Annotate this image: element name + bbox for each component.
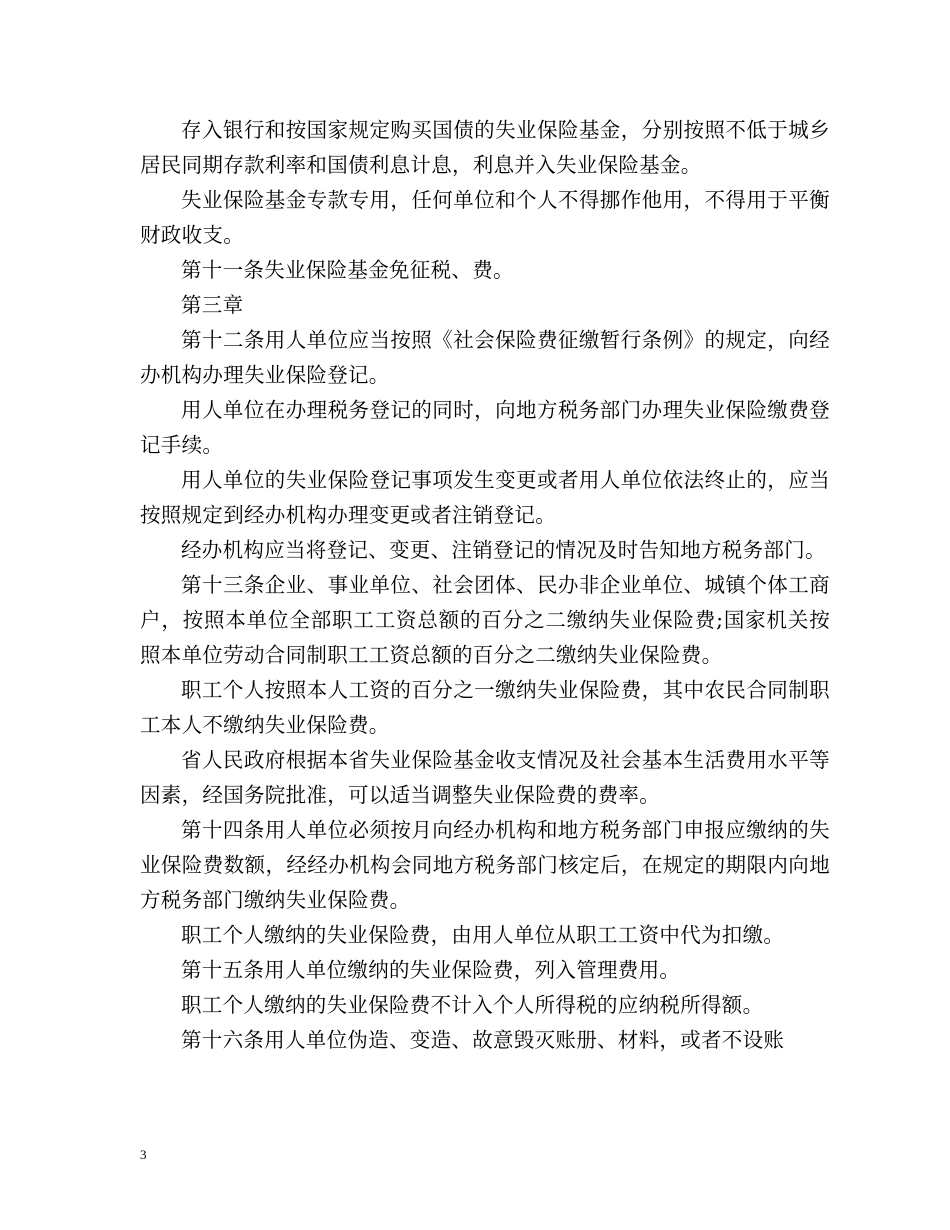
page-number: 3 (140, 1147, 147, 1162)
paragraph-tax-registration: 用人单位在办理税务登记的同时，向地方税务部门办理失业保险缴费登记手续。 (140, 398, 830, 457)
paragraph-individual-contribution: 职工个人按照本人工资的百分之一缴纳失业保险费，其中农民合同制职工本人不缴纳失业保险费。 (140, 678, 830, 737)
paragraph-article-11: 第十一条失业保险基金免征税、费。 (181, 258, 514, 282)
paragraph-withholding: 职工个人缴纳的失业保险费，由用人单位从职工工资中代为扣缴。 (181, 923, 785, 947)
paragraph-notify-tax-department: 经办机构应当将登记、变更、注销登记的情况及时告知地方税务部门。 (181, 538, 826, 562)
paragraph-article-16: 第十六条用人单位伪造、变造、故意毁灭账册、材料，或者不设账 (181, 1028, 785, 1052)
paragraph-interest-accrual: 存入银行和按国家规定购买国债的失业保险基金，分别按照不低于城乡居民同期存款利率和国债利息计息，利息并入失业保险基金。 (140, 118, 830, 177)
paragraph-tax-exemption: 职工个人缴纳的失业保险费不计入个人所得税的应纳税所得额。 (181, 993, 764, 1017)
paragraph-article-14: 第十四条用人单位必须按月向经办机构和地方税务部门申报应缴纳的失业保险费数额，经经办机构会同地方税务部门核定后，在规定的期限内向地方税务部门缴纳失业保险费。 (140, 818, 830, 912)
paragraph-rate-adjustment: 省人民政府根据本省失业保险基金收支情况及社会基本生活费用水平等因素，经国务院批准，可以适当调整失业保险费的费率。 (140, 748, 830, 807)
paragraph-earmarked-funds: 失业保险基金专款专用，任何单位和个人不得挪作他用，不得用于平衡财政收支。 (140, 188, 830, 247)
paragraph-article-12: 第十二条用人单位应当按照《社会保险费征缴暂行条例》的规定，向经办机构办理失业保险登记。 (140, 328, 830, 387)
paragraph-registration-change: 用人单位的失业保险登记事项发生变更或者用人单位依法终止的，应当按照规定到经办机构办理变更或者注销登记。 (140, 468, 830, 527)
chapter-heading: 第三章 (181, 293, 244, 317)
paragraph-article-15: 第十五条用人单位缴纳的失业保险费，列入管理费用。 (181, 958, 681, 982)
document-body (140, 113, 830, 1058)
paragraph-article-13: 第十三条企业、事业单位、社会团体、民办非企业单位、城镇个体工商户，按照本单位全部职工工资总额的百分之二缴纳失业保险费;国家机关按照本单位劳动合同制职工工资总额的百分之二缴纳失业保险费。 (140, 573, 830, 667)
